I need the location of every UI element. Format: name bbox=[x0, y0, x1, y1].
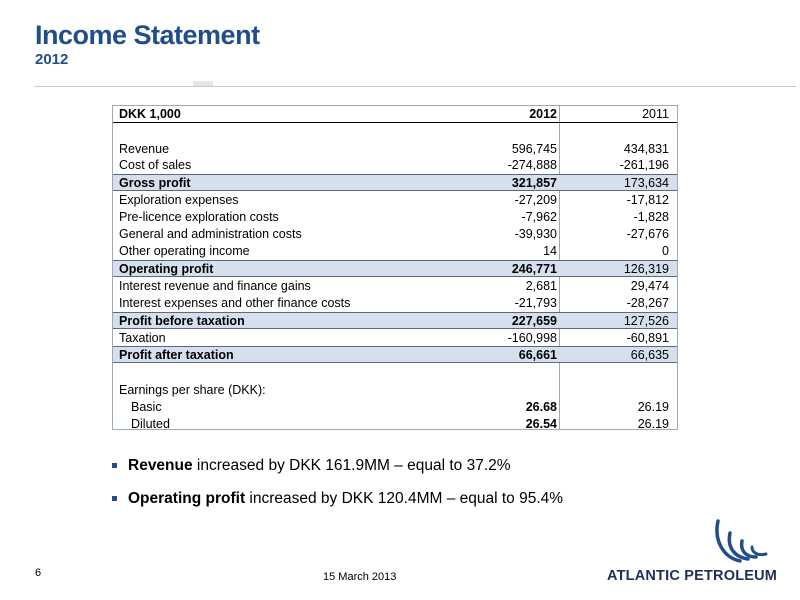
value-2012: 2,681 bbox=[525, 279, 557, 293]
page-subtitle: 2012 bbox=[35, 51, 69, 68]
row-label: Operating profit bbox=[119, 262, 214, 276]
value-2012: 227,659 bbox=[511, 314, 557, 328]
table-row bbox=[113, 141, 677, 158]
table-row bbox=[113, 243, 677, 260]
row-label: Exploration expenses bbox=[119, 193, 239, 207]
table-row bbox=[113, 226, 677, 243]
value-2011: -17,812 bbox=[626, 193, 669, 207]
bullet-bold: Revenue bbox=[128, 457, 193, 474]
value-2011: -27,676 bbox=[626, 227, 669, 241]
header-divider bbox=[34, 86, 796, 87]
table-row bbox=[113, 278, 677, 295]
table-row bbox=[113, 295, 677, 312]
atlantic-petroleum-logo-icon bbox=[712, 517, 770, 567]
page-title: Income Statement bbox=[35, 20, 260, 50]
logo-text: ATLANTIC PETROLEUM bbox=[607, 568, 778, 584]
value-2011: 66,635 bbox=[630, 348, 669, 362]
row-label: General and administration costs bbox=[119, 227, 302, 241]
row-label: Revenue bbox=[119, 142, 170, 156]
value-2011: 127,526 bbox=[623, 314, 669, 328]
table-row-subtotal bbox=[113, 260, 677, 277]
row-label: Cost of sales bbox=[119, 158, 192, 172]
value-2012: 246,771 bbox=[511, 262, 557, 276]
value-2011: -28,267 bbox=[626, 296, 669, 310]
row-label: Interest revenue and finance gains bbox=[119, 279, 311, 293]
table-row-subtotal bbox=[113, 174, 677, 191]
value-2011: -60,891 bbox=[626, 331, 669, 345]
value-2012: 596,745 bbox=[511, 142, 557, 156]
value-2012: -27,209 bbox=[514, 193, 557, 207]
table-row bbox=[113, 382, 677, 399]
income-statement-table bbox=[112, 105, 678, 430]
table-row-subtotal bbox=[113, 312, 677, 329]
value-2011: -261,196 bbox=[619, 158, 669, 172]
bullet-text: increased by DKK 120.4MM – equal to 95.4% bbox=[245, 490, 564, 507]
row-label: Taxation bbox=[119, 331, 166, 345]
value-2012: 321,857 bbox=[511, 176, 557, 190]
value-2012: -21,793 bbox=[514, 296, 557, 310]
value-2011: 29,474 bbox=[630, 279, 669, 293]
row-label: Basic bbox=[131, 400, 162, 414]
value-2012: -274,888 bbox=[507, 158, 557, 172]
row-label: Other operating income bbox=[119, 244, 250, 258]
table-header-row bbox=[113, 106, 677, 123]
row-label: Diluted bbox=[131, 417, 170, 431]
value-2012: 26.54 bbox=[525, 417, 557, 431]
value-2011: 26.19 bbox=[637, 417, 669, 431]
table-row bbox=[113, 330, 677, 347]
bullet-item bbox=[112, 455, 563, 477]
row-label: Gross profit bbox=[119, 176, 191, 190]
row-label: Profit before taxation bbox=[119, 314, 245, 328]
bullet-bold: Operating profit bbox=[128, 490, 246, 507]
value-2011: 26.19 bbox=[637, 400, 669, 414]
bullet-list bbox=[112, 455, 563, 521]
header-2011: 2011 bbox=[642, 107, 669, 121]
table-row bbox=[113, 416, 677, 433]
value-2012: -39,930 bbox=[514, 227, 557, 241]
table-row-subtotal bbox=[113, 346, 677, 363]
value-2012: 26.68 bbox=[525, 400, 557, 414]
value-2012: 14 bbox=[543, 244, 557, 258]
page-number: 6 bbox=[35, 567, 42, 579]
row-label: Earnings per share (DKK): bbox=[119, 383, 266, 397]
table-row bbox=[113, 209, 677, 226]
table-row bbox=[113, 399, 677, 416]
bullet-square-icon bbox=[112, 463, 117, 468]
header-2012: 2012 bbox=[529, 107, 557, 121]
bullet-item bbox=[112, 488, 563, 510]
row-label: Pre-licence exploration costs bbox=[119, 210, 279, 224]
row-label: Interest expenses and other finance costs bbox=[119, 296, 351, 310]
value-2011: 173,634 bbox=[623, 176, 669, 190]
bullet-text: increased by DKK 161.9MM – equal to 37.2% bbox=[192, 457, 511, 474]
bullet-square-icon bbox=[112, 496, 117, 501]
value-2011: -1,828 bbox=[633, 210, 669, 224]
value-2012: -160,998 bbox=[507, 331, 557, 345]
value-2011: 126,319 bbox=[623, 262, 669, 276]
table-row bbox=[113, 157, 677, 174]
value-2012: 66,661 bbox=[518, 348, 557, 362]
value-2011: 434,831 bbox=[623, 142, 669, 156]
table-row bbox=[113, 192, 677, 209]
value-2011: 0 bbox=[662, 244, 669, 258]
footer-date: 15 March 2013 bbox=[323, 571, 397, 583]
header-divider-notch bbox=[193, 81, 213, 86]
value-2012: -7,962 bbox=[521, 210, 557, 224]
row-label: Profit after taxation bbox=[119, 348, 234, 362]
header-label: DKK 1,000 bbox=[119, 107, 181, 121]
